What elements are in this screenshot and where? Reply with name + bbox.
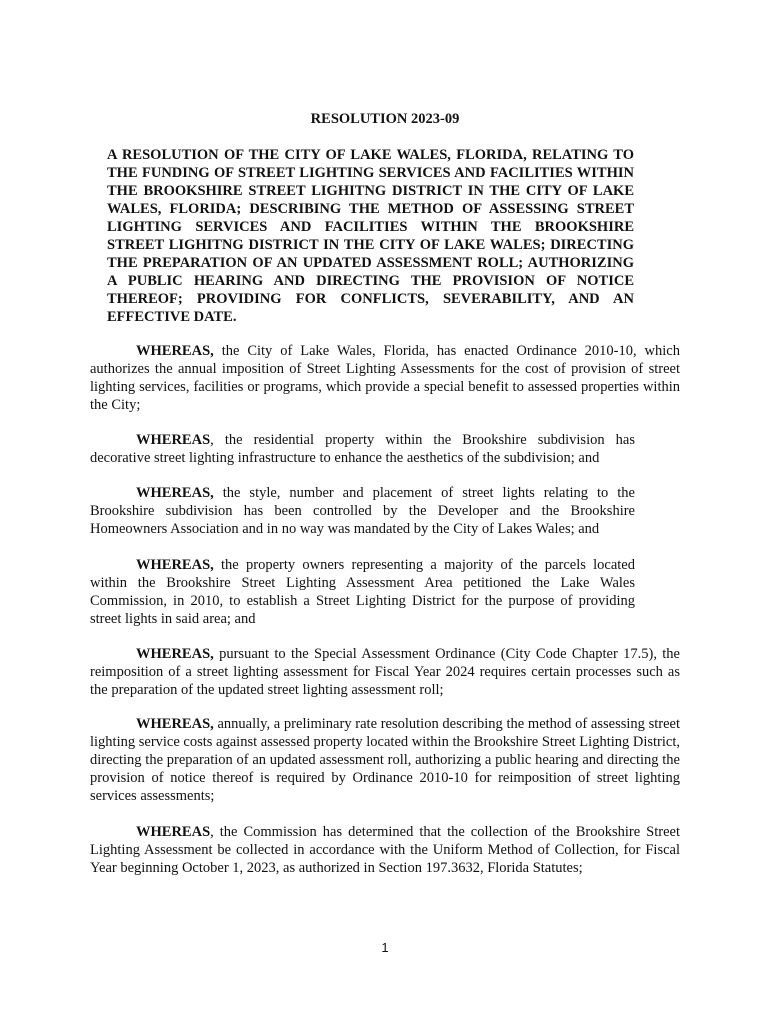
whereas-paragraph-2 xyxy=(90,431,635,467)
resolution-caption: A RESOLUTION OF THE CITY OF LAKE WALES, FLORIDA, RELATING TO THE FUNDING OF STREET LIGHTING SERVICES AND FACILITIES WITHIN THE BROOKSHIRE STREET LIGHITNG DISTRICT IN THE CITY OF LAKE WALES, FLORIDA; DESCRIBING THE METHOD OF ASSESSING STREET LIGHTING SERVICES AND FACILITIES WITHIN THE BROOKSHIRE STREET LIGHITNG DISTRICT IN THE CITY OF LAKE WALES; DIRECTING THE PREPARATION OF AN UPDATED ASSESSMENT ROLL; AUTHORIZING A PUBLIC HEARING AND DIRECTING THE PROVISION OF NOTICE THEREOF; PROVIDING FOR CONFLICTS, SEVERABILITY, AND AN EFFECTIVE DATE. xyxy=(107,147,634,325)
whereas-text: annually, a preliminary rate resolution describing the method of assessing street lighting service costs against assessed property located within the Brookshire Street Lighting District, directing the preparation of an updated assessment roll, authorizing a public hearing and directing the provision of notice thereof is required by Ordinance 2010-10 for reimposition of street lighting services assessments; xyxy=(90,716,680,804)
page-number: 1 xyxy=(381,940,389,955)
whereas-text: , the Commission has determined that the collection of the Brookshire Street Lighting Assessment be collected in accordance with the Uniform Method of Collection, for Fiscal Year beginning October 1, 2023, as authorized in Section 197.3632, Florida Statutes; xyxy=(90,824,680,876)
whereas-paragraph-3 xyxy=(90,484,635,538)
whereas-lead: WHEREAS xyxy=(136,824,211,840)
whereas-text: the City of Lake Wales, Florida, has enacted Ordinance 2010-10, which authorizes the annual imposition of Street Lighting Assessments for the cost of provision of street lighting services, facilities or programs, which provide a special benefit to assessed properties within the City; xyxy=(90,343,680,413)
whereas-text: the style, number and placement of street lights relating to the Brookshire subdivision has been controlled by the Developer and the Brookshire Homeowners Association and in no way was mandated by the City of Lakes Wales; and xyxy=(90,485,635,537)
whereas-lead: WHEREAS, xyxy=(136,557,214,573)
whereas-paragraph-4 xyxy=(90,556,635,628)
whereas-text: , the residential property within the Brookshire subdivision has decorative street lighting infrastructure to enhance the aesthetics of the subdivision; and xyxy=(90,432,635,466)
whereas-lead: WHEREAS, xyxy=(136,485,214,501)
whereas-paragraph-6 xyxy=(90,715,680,805)
whereas-paragraph-7 xyxy=(90,823,680,877)
whereas-paragraph-5 xyxy=(90,645,680,699)
whereas-text: pursuant to the Special Assessment Ordinance (City Code Chapter 17.5), the reimposition of a street lighting assessment for Fiscal Year 2024 requires certain processes such as the preparation of the updated street lighting assessment roll; xyxy=(90,646,680,698)
whereas-paragraph-1 xyxy=(90,342,680,414)
whereas-lead: WHEREAS, xyxy=(136,716,214,732)
whereas-lead: WHEREAS xyxy=(136,432,211,448)
whereas-text: the property owners representing a majority of the parcels located within the Brookshire Street Lighting Assessment Area petitioned the Lake Wales Commission, in 2010, to establish a Street Lighting District for the purpose of providing street lights in said area; and xyxy=(90,557,635,627)
resolution-title: RESOLUTION 2023-09 xyxy=(310,111,460,127)
whereas-lead: WHEREAS, xyxy=(136,646,214,662)
whereas-lead: WHEREAS, xyxy=(136,343,214,359)
